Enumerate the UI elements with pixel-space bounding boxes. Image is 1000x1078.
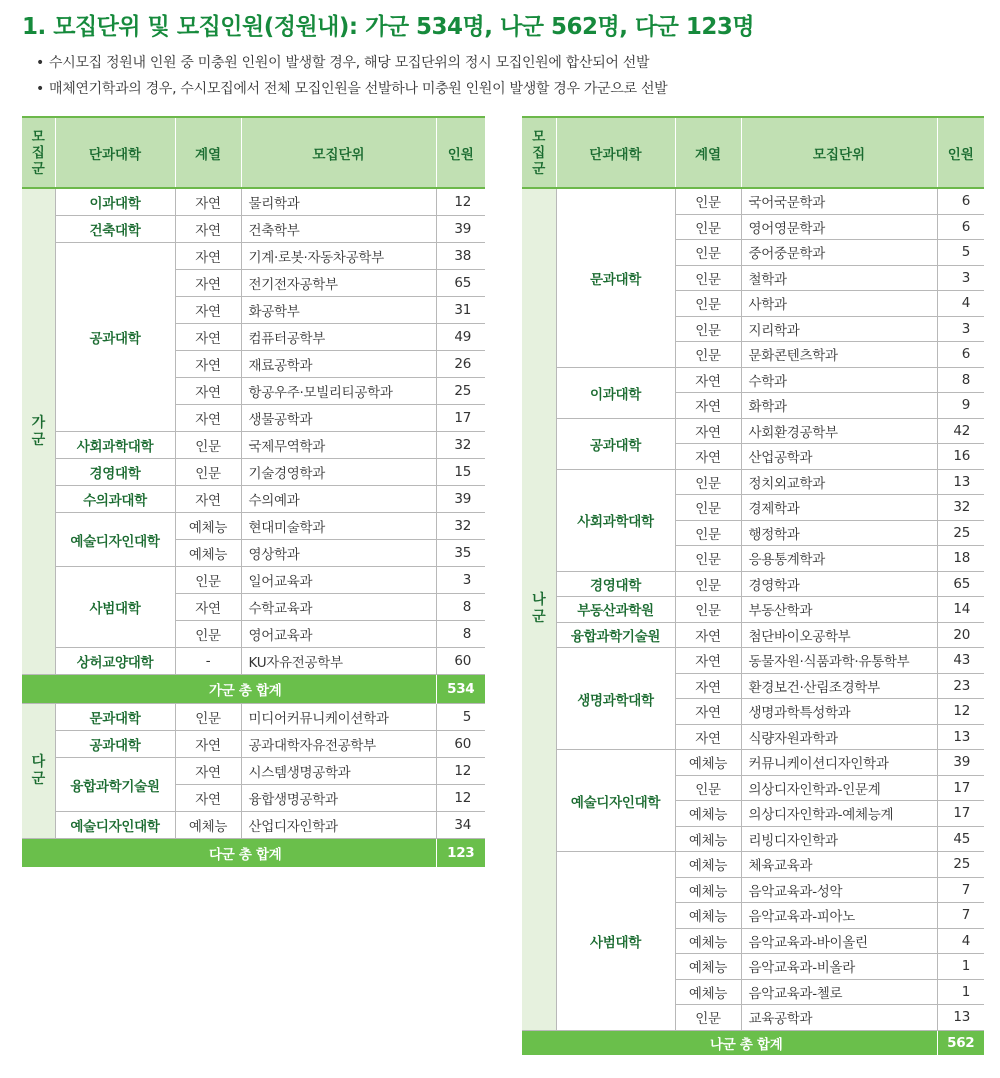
header-college: 단과대학: [556, 117, 675, 188]
table-row: [22, 486, 485, 513]
table-row: [522, 418, 984, 444]
unit-cell: 정치외교학과: [741, 469, 937, 495]
series-cell: 인문: [675, 240, 741, 266]
unit-cell: 문화콘텐츠학과: [741, 342, 937, 368]
series-cell: 자연: [675, 724, 741, 750]
unit-cell: 환경보건·산림조경학부: [741, 673, 937, 699]
count-cell: 4: [937, 291, 984, 317]
total-spacer: [22, 675, 55, 704]
college-name: 생명과학대학: [556, 648, 675, 750]
count-cell: 6: [937, 342, 984, 368]
table-row: [522, 597, 984, 623]
college-name: 문과대학: [55, 704, 175, 731]
total-count: 534: [436, 675, 485, 704]
table-row: [22, 513, 485, 540]
college-name: 건축대학: [55, 216, 175, 243]
series-cell: 인문: [675, 188, 741, 214]
header-unit: 모집단위: [241, 117, 436, 188]
header-gun: 모 집 군: [522, 117, 556, 188]
table-row: [22, 188, 485, 216]
group-label: 나 군: [522, 188, 556, 1030]
college-name: 공과대학: [55, 731, 175, 758]
count-cell: 60: [436, 731, 485, 758]
count-cell: 8: [937, 367, 984, 393]
table-row: [22, 812, 485, 839]
count-cell: 39: [937, 750, 984, 776]
series-cell: 자연: [675, 393, 741, 419]
count-cell: 65: [436, 270, 485, 297]
series-cell: 인문: [175, 621, 241, 648]
unit-cell: 국제무역학과: [241, 432, 436, 459]
count-cell: 16: [937, 444, 984, 470]
total-label: 나군 총 합계: [556, 1030, 937, 1055]
series-cell: 자연: [675, 622, 741, 648]
series-cell: 자연: [175, 297, 241, 324]
unit-cell: 화공학부: [241, 297, 436, 324]
unit-cell: 산업공학과: [741, 444, 937, 470]
table-row: [522, 750, 984, 776]
unit-cell: 수학과: [741, 367, 937, 393]
unit-cell: 영상학과: [241, 540, 436, 567]
count-cell: 13: [937, 724, 984, 750]
series-cell: 자연: [175, 785, 241, 812]
unit-cell: 음악교육과-바이올린: [741, 928, 937, 954]
unit-cell: 음악교육과-피아노: [741, 903, 937, 929]
unit-cell: 사회환경공학부: [741, 418, 937, 444]
series-cell: 자연: [175, 188, 241, 216]
series-cell: 예체능: [675, 826, 741, 852]
unit-cell: 행정학과: [741, 520, 937, 546]
series-cell: 인문: [175, 459, 241, 486]
unit-cell: 리빙디자인학과: [741, 826, 937, 852]
group-label: 다 군: [22, 704, 55, 839]
series-cell: 예체능: [175, 812, 241, 839]
header-count: 인원: [937, 117, 984, 188]
college-name: 문과대학: [556, 188, 675, 367]
series-cell: 인문: [675, 291, 741, 317]
count-cell: 12: [937, 699, 984, 725]
total-label: 가군 총 합계: [55, 675, 436, 704]
header-unit: 모집단위: [741, 117, 937, 188]
count-cell: 15: [436, 459, 485, 486]
count-cell: 39: [436, 486, 485, 513]
unit-cell: 국어국문학과: [741, 188, 937, 214]
series-cell: 인문: [175, 567, 241, 594]
table-row: [22, 758, 485, 785]
series-cell: 인문: [675, 775, 741, 801]
unit-cell: 융합생명공학과: [241, 785, 436, 812]
total-label: 다군 총 합계: [55, 839, 436, 868]
header-series: 계열: [175, 117, 241, 188]
total-count: 123: [436, 839, 485, 868]
series-cell: 자연: [175, 243, 241, 270]
table-row: [522, 571, 984, 597]
unit-cell: 항공우주·모빌리티공학과: [241, 378, 436, 405]
unit-cell: 물리학과: [241, 188, 436, 216]
count-cell: 14: [937, 597, 984, 623]
series-cell: 인문: [675, 1005, 741, 1031]
count-cell: 17: [436, 405, 485, 432]
header-series: 계열: [675, 117, 741, 188]
count-cell: 4: [937, 928, 984, 954]
unit-cell: 체육교육과: [741, 852, 937, 878]
unit-cell: 식량자원과학과: [741, 724, 937, 750]
header-gun: 모 집 군: [22, 117, 55, 188]
college-name: 예술디자인대학: [55, 812, 175, 839]
unit-cell: 산업디자인학과: [241, 812, 436, 839]
table-row: [522, 188, 984, 214]
unit-cell: 재료공학과: [241, 351, 436, 378]
count-cell: 12: [436, 188, 485, 216]
count-cell: 6: [937, 214, 984, 240]
unit-cell: 동물자원·식품과학·유통학부: [741, 648, 937, 674]
unit-cell: 기계·로봇·자동차공학부: [241, 243, 436, 270]
count-cell: 12: [436, 785, 485, 812]
total-spacer: [22, 839, 55, 868]
count-cell: 13: [937, 1005, 984, 1031]
table-row: [22, 243, 485, 270]
table-row: [522, 622, 984, 648]
series-cell: 자연: [675, 367, 741, 393]
table-header-row: [522, 117, 984, 188]
page-title: 1. 모집단위 및 모집인원(정원내): 가군 534명, 나군 562명, 다군 123명: [22, 14, 755, 40]
count-cell: 20: [937, 622, 984, 648]
table-row: [22, 731, 485, 758]
count-cell: 17: [937, 775, 984, 801]
count-cell: 7: [937, 903, 984, 929]
count-cell: 12: [436, 758, 485, 785]
count-cell: 1: [937, 979, 984, 1005]
right-admission-table: [522, 116, 984, 1055]
table-row: [522, 367, 984, 393]
count-cell: 25: [937, 520, 984, 546]
series-cell: 자연: [675, 673, 741, 699]
series-cell: 자연: [175, 758, 241, 785]
count-cell: 9: [937, 393, 984, 419]
college-name: 부동산과학원: [556, 597, 675, 623]
count-cell: 43: [937, 648, 984, 674]
college-name: 공과대학: [556, 418, 675, 469]
unit-cell: 현대미술학과: [241, 513, 436, 540]
count-cell: 8: [436, 594, 485, 621]
unit-cell: 미디어커뮤니케이션학과: [241, 704, 436, 731]
series-cell: 인문: [675, 546, 741, 572]
unit-cell: 경제학과: [741, 495, 937, 521]
series-cell: 자연: [175, 324, 241, 351]
unit-cell: 경영학과: [741, 571, 937, 597]
table-row: [22, 216, 485, 243]
note-item: • 수시모집 정원내 인원 중 미충원 인원이 발생할 경우, 해당 모집단위의 정시 모집인원에 합산되어 선발: [36, 50, 667, 76]
unit-cell: 철학과: [741, 265, 937, 291]
count-cell: 38: [436, 243, 485, 270]
series-cell: 예체능: [675, 954, 741, 980]
series-cell: 자연: [175, 351, 241, 378]
count-cell: 34: [436, 812, 485, 839]
series-cell: 인문: [675, 520, 741, 546]
unit-cell: 전기전자공학부: [241, 270, 436, 297]
college-name: 융합과학기술원: [55, 758, 175, 812]
series-cell: 예체능: [175, 513, 241, 540]
count-cell: 3: [937, 265, 984, 291]
series-cell: 인문: [675, 571, 741, 597]
count-cell: 25: [436, 378, 485, 405]
college-name: 사회과학대학: [55, 432, 175, 459]
header-college: 단과대학: [55, 117, 175, 188]
unit-cell: 생명과학특성학과: [741, 699, 937, 725]
series-cell: 예체능: [675, 852, 741, 878]
college-name: 사범대학: [55, 567, 175, 648]
count-cell: 60: [436, 648, 485, 675]
unit-cell: KU자유전공학부: [241, 648, 436, 675]
count-cell: 1: [937, 954, 984, 980]
series-cell: 예체능: [675, 801, 741, 827]
table-row: [522, 852, 984, 878]
unit-cell: 컴퓨터공학부: [241, 324, 436, 351]
unit-cell: 음악교육과-성악: [741, 877, 937, 903]
college-name: 경영대학: [55, 459, 175, 486]
table-row: [522, 469, 984, 495]
table-row: [522, 648, 984, 674]
table-header-row: [22, 117, 485, 188]
unit-cell: 부동산학과: [741, 597, 937, 623]
college-name: 경영대학: [556, 571, 675, 597]
unit-cell: 시스템생명공학과: [241, 758, 436, 785]
total-row: [22, 839, 485, 868]
count-cell: 18: [937, 546, 984, 572]
college-name: 융합과학기술원: [556, 622, 675, 648]
count-cell: 32: [436, 513, 485, 540]
series-cell: 인문: [675, 495, 741, 521]
series-cell: 예체능: [675, 877, 741, 903]
college-name: 공과대학: [55, 243, 175, 432]
left-admission-table: [22, 116, 485, 867]
table-row: [22, 704, 485, 731]
unit-cell: 수의예과: [241, 486, 436, 513]
unit-cell: 화학과: [741, 393, 937, 419]
unit-cell: 음악교육과-비올라: [741, 954, 937, 980]
group-label: 가 군: [22, 188, 55, 675]
count-cell: 3: [436, 567, 485, 594]
total-count: 562: [937, 1030, 984, 1055]
series-cell: 자연: [175, 378, 241, 405]
total-row: [22, 675, 485, 704]
series-cell: 예체능: [175, 540, 241, 567]
count-cell: 32: [937, 495, 984, 521]
count-cell: 6: [937, 188, 984, 214]
count-cell: 5: [937, 240, 984, 266]
series-cell: 자연: [175, 594, 241, 621]
unit-cell: 지리학과: [741, 316, 937, 342]
count-cell: 42: [937, 418, 984, 444]
unit-cell: 일어교육과: [241, 567, 436, 594]
series-cell: 자연: [675, 648, 741, 674]
series-cell: 인문: [675, 265, 741, 291]
series-cell: 인문: [175, 704, 241, 731]
series-cell: -: [175, 648, 241, 675]
unit-cell: 의상디자인학과-예체능계: [741, 801, 937, 827]
series-cell: 인문: [675, 342, 741, 368]
college-name: 예술디자인대학: [556, 750, 675, 852]
series-cell: 자연: [175, 405, 241, 432]
unit-cell: 응용통계학과: [741, 546, 937, 572]
series-cell: 인문: [675, 469, 741, 495]
series-cell: 자연: [175, 270, 241, 297]
total-spacer: [522, 1030, 556, 1055]
unit-cell: 첨단바이오공학부: [741, 622, 937, 648]
series-cell: 인문: [675, 597, 741, 623]
unit-cell: 사학과: [741, 291, 937, 317]
series-cell: 자연: [175, 216, 241, 243]
college-name: 상허교양대학: [55, 648, 175, 675]
count-cell: 39: [436, 216, 485, 243]
series-cell: 인문: [175, 432, 241, 459]
unit-cell: 음악교육과-첼로: [741, 979, 937, 1005]
count-cell: 13: [937, 469, 984, 495]
college-name: 예술디자인대학: [55, 513, 175, 567]
count-cell: 65: [937, 571, 984, 597]
unit-cell: 수학교육과: [241, 594, 436, 621]
college-name: 사범대학: [556, 852, 675, 1031]
series-cell: 자연: [175, 731, 241, 758]
unit-cell: 영어교육과: [241, 621, 436, 648]
count-cell: 26: [436, 351, 485, 378]
series-cell: 예체능: [675, 979, 741, 1005]
count-cell: 7: [937, 877, 984, 903]
count-cell: 32: [436, 432, 485, 459]
series-cell: 인문: [675, 214, 741, 240]
series-cell: 예체능: [675, 928, 741, 954]
unit-cell: 건축학부: [241, 216, 436, 243]
count-cell: 3: [937, 316, 984, 342]
college-name: 사회과학대학: [556, 469, 675, 571]
table-row: [22, 648, 485, 675]
count-cell: 8: [436, 621, 485, 648]
table-row: [22, 459, 485, 486]
series-cell: 예체능: [675, 750, 741, 776]
table-row: [22, 567, 485, 594]
count-cell: 45: [937, 826, 984, 852]
unit-cell: 생물공학과: [241, 405, 436, 432]
college-name: 수의과대학: [55, 486, 175, 513]
count-cell: 35: [436, 540, 485, 567]
count-cell: 17: [937, 801, 984, 827]
unit-cell: 기술경영학과: [241, 459, 436, 486]
unit-cell: 커뮤니케이션디자인학과: [741, 750, 937, 776]
college-name: 이과대학: [556, 367, 675, 418]
unit-cell: 교육공학과: [741, 1005, 937, 1031]
table-row: [22, 432, 485, 459]
series-cell: 자연: [675, 418, 741, 444]
unit-cell: 공과대학자유전공학부: [241, 731, 436, 758]
count-cell: 5: [436, 704, 485, 731]
series-cell: 자연: [175, 486, 241, 513]
college-name: 이과대학: [55, 188, 175, 216]
count-cell: 31: [436, 297, 485, 324]
total-row: [522, 1030, 984, 1055]
count-cell: 49: [436, 324, 485, 351]
unit-cell: 중어중문학과: [741, 240, 937, 266]
header-count: 인원: [436, 117, 485, 188]
unit-cell: 영어영문학과: [741, 214, 937, 240]
series-cell: 예체능: [675, 903, 741, 929]
note-item: • 매체연기학과의 경우, 수시모집에서 전체 모집인원을 선발하나 미충원 인원이 발생할 경우 가군으로 선발: [36, 76, 667, 102]
count-cell: 23: [937, 673, 984, 699]
series-cell: 자연: [675, 444, 741, 470]
series-cell: 인문: [675, 316, 741, 342]
count-cell: 25: [937, 852, 984, 878]
notes-list: [36, 50, 667, 102]
unit-cell: 의상디자인학과-인문계: [741, 775, 937, 801]
series-cell: 자연: [675, 699, 741, 725]
